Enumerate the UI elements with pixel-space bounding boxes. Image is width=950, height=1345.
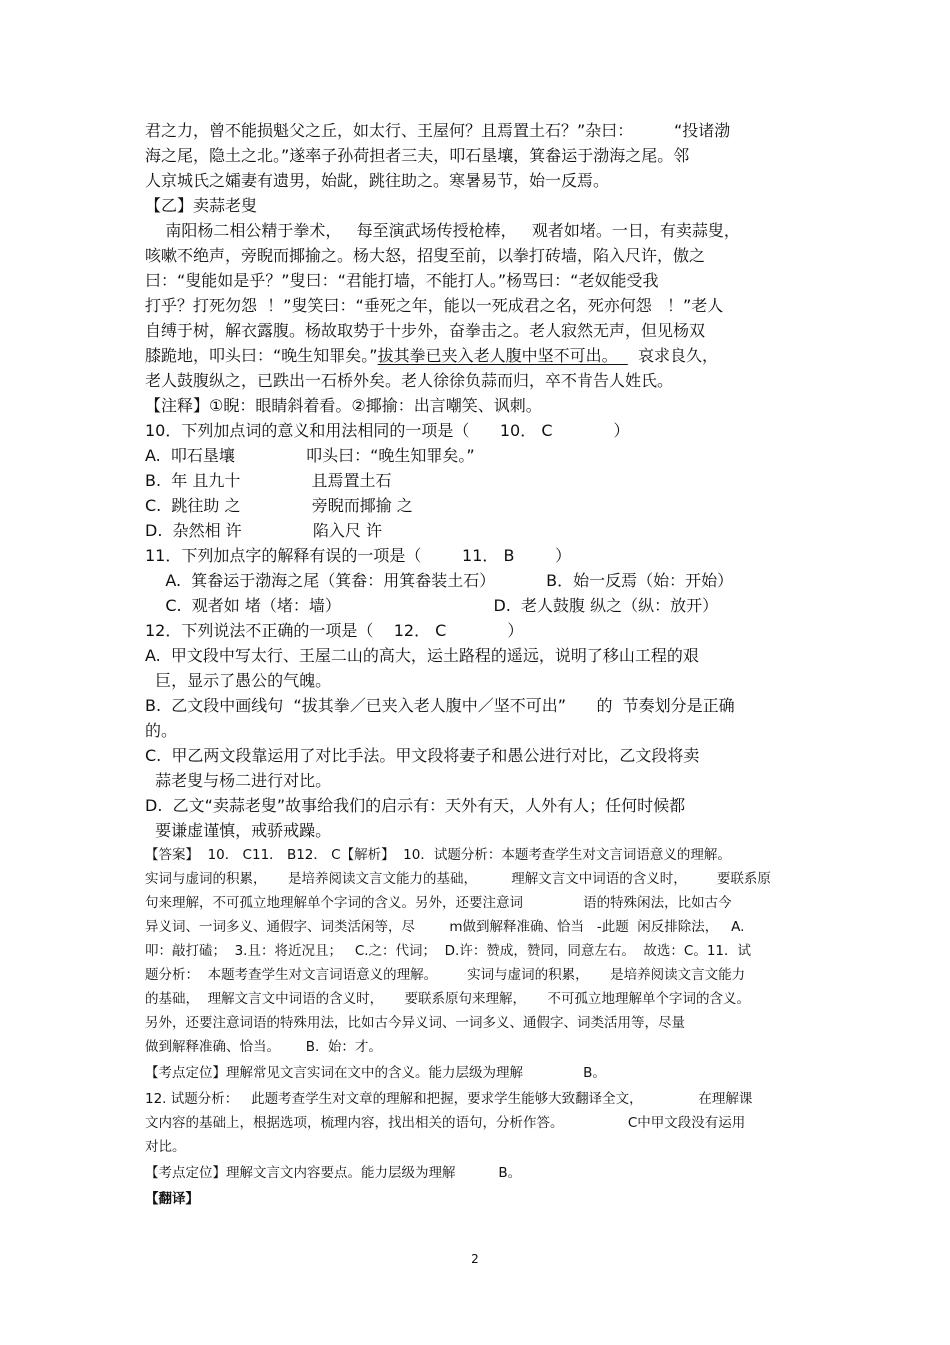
passage-yi-line-6-start: 膝跪地，叩头曰：“晚生知罪矣。” — [145, 346, 378, 365]
q11-stem: 11．下列加点字的解释有误的一项是（ 11． B ） — [145, 546, 572, 565]
q12-analysis-line-2: 文内容的基础上，根据选项，梳理内容，找出相关的语句，分析作答。 C中甲文段没有运用 — [145, 1115, 746, 1131]
q12-analysis-line-3: 对比。 — [145, 1139, 186, 1155]
q12-line-8: 要谦虚谨慎，戒骄戒躁。 — [145, 821, 332, 840]
q12-line-7: D. 乙文“卖蒜老叟”故事给我们的启示有：天外有天，人外有人；任何时候都 — [145, 796, 686, 815]
kaodian-2: 【考点定位】理解文言文内容要点。能力层级为理解 B。 — [145, 1165, 522, 1181]
q11-options-row-2: C. 观者如 堵（堵：墙） D. 老人鼓腹 纵之（纵：放开） — [145, 596, 719, 615]
answer-line-2: 实词与虚词的积累， 是培养阅读文言文能力的基础， 理解文言文中词语的含义时， 要联系原 — [145, 871, 771, 887]
q12-analysis-line-1: 12. 试题分析： 此题考查学生对文章的理解和把握，要求学生能够大致翻译全文， 在理解课 — [145, 1091, 753, 1107]
passage-yi-line-4: 打乎？打死勿怨 ！”叟笑曰：“垂死之年，能以一死成君之名，死亦何怨 ！”老人 — [145, 296, 724, 315]
answer-line-8: 另外，还要注意词语的特殊用法，比如古今异义词、一词多义、通假字、词类活用等，尽量 — [145, 1015, 685, 1031]
answer-line-4: 异义词、一词多义、通假字、词类活闲等，尽 m做到解释准确、恰当 -此题 闲反排除法， A. — [145, 919, 745, 935]
answer-line-7: 的基础， 理解文言文中词语的含义时， 要联系原句来理解， 不可孤立地理解单个字词的含义。 — [145, 991, 750, 1007]
answer-line-5: 叩：敲打磕； 3.且：将近况且； C.之：代词； D.许：赞成，赞同，同意左右。 故选：C。11．试 — [145, 943, 752, 959]
passage-yi-line-3: 曰：“叟能如是乎？”叟曰：“君能打墙，不能打人。”杨骂曰：“老奴能受我 — [145, 271, 659, 290]
kaodian-1: 【考点定位】理解常见文言实词在文中的含义。能力层级为理解 B。 — [145, 1065, 606, 1081]
answer-line-1: 【答案】 10． C11． B12． C【解析】 10．试题分析：本题考查学生对文言词语意义的理解。 — [145, 847, 731, 863]
page-number: 2 — [471, 1252, 479, 1266]
q12-line-3: B. 乙文段中画线句 “拔其拳／已夹入老人腹中／坚不可出” 的 节奏划分是正确 — [145, 696, 735, 715]
passage-jia-line-3: 人京城氏之孀妻有遗男，始龀，跳往助之。寒暑易节，始一反焉。 — [145, 171, 610, 190]
q10-option-a: A. 叩石垦壤 叩头曰：“晚生知罪矣。” — [145, 446, 475, 465]
q11-options-row-1: A. 箕畚运于渤海之尾（箕畚：用箕畚装土石） B．始一反焉（始：开始） — [145, 571, 734, 590]
q12-line-6: 蒜老叟与杨二进行对比。 — [145, 771, 332, 790]
q10-option-c: C. 跳往助 之 旁睨而揶揄 之 — [145, 496, 413, 515]
answer-line-6: 题分析： 本题考查学生对文言词语意义的理解。 实词与虚词的积累， 是培养阅读文言文能力 — [145, 967, 746, 983]
q10-option-d: D. 杂然相 许 陷入尺 许 — [145, 521, 382, 540]
passage-yi-line-7: 老人鼓腹纵之，已跌出一石桥外矣。老人徐徐负蒜而归，卒不肯告人姓氏。 — [145, 371, 674, 390]
translation-header: 【翻译】 — [145, 1191, 199, 1207]
passage-yi-line-2: 咳嗽不绝声，旁睨而揶揄之。杨大怒，招叟至前，以拳打砖墙，陷入尺许，傲之 — [145, 246, 706, 265]
passage-jia-line-2: 海之尾，隐土之北。”遂率子孙荷担者三夫，叩石垦壤，箕畚运于渤海之尾。邻 — [145, 146, 690, 165]
q12-line-1: A. 甲文段中写太行、王屋二山的高大，运土路程的遥远，说明了移山工程的艰 — [145, 646, 699, 665]
q12-line-2: 巨，显示了愚公的气魄。 — [145, 671, 332, 690]
passage-yi-line-5: 自缚于树，解衣露腹。杨故取势于十步外，奋拳击之。老人寂然无声，但见杨双 — [145, 321, 706, 340]
passage-yi-line-1: 南阳杨二相公精于拳术， 每至演武场传授枪棒， 观者如堵。一日，有卖蒜叟， — [145, 221, 740, 240]
underlined-sentence: 拔其拳已夹入老人腹中坚不可出。 — [377, 346, 628, 365]
answer-line-9: 做到解释准确、恰当。 B. 始：才。 — [145, 1039, 382, 1055]
q10-stem: 10．下列加点词的意义和用法相同的一项是（ 10． C ） — [145, 421, 630, 440]
q12-stem: 12．下列说法不正确的一项是（ 12． C ） — [145, 621, 524, 640]
q12-line-5: C. 甲乙两文段靠运用了对比手法。甲文段将妻子和愚公进行对比，乙文段将卖 — [145, 746, 700, 765]
passage-yi-line-6 — [145, 346, 718, 366]
q12-line-4: 的。 — [145, 721, 178, 740]
passage-note: 【注释】①睨：眼睛斜着看。②揶揄：出言嘲笑、讽刺。 — [145, 396, 542, 415]
q10-option-b: B. 年 且九十 且焉置土石 — [145, 471, 392, 490]
answer-line-3: 句来理解，不可孤立地理解单个字词的含义。另外，还要注意词 语的特殊闲法，比如古今 — [145, 895, 732, 911]
passage-yi-line-6-end: 哀求良久， — [627, 346, 718, 365]
passage-yi-title: 【乙】卖蒜老叟 — [145, 196, 258, 215]
passage-jia-line-1: 君之力，曾不能损魁父之丘，如太行、王屋何？且焉置土石？”杂曰： “投诸渤 — [145, 121, 731, 140]
